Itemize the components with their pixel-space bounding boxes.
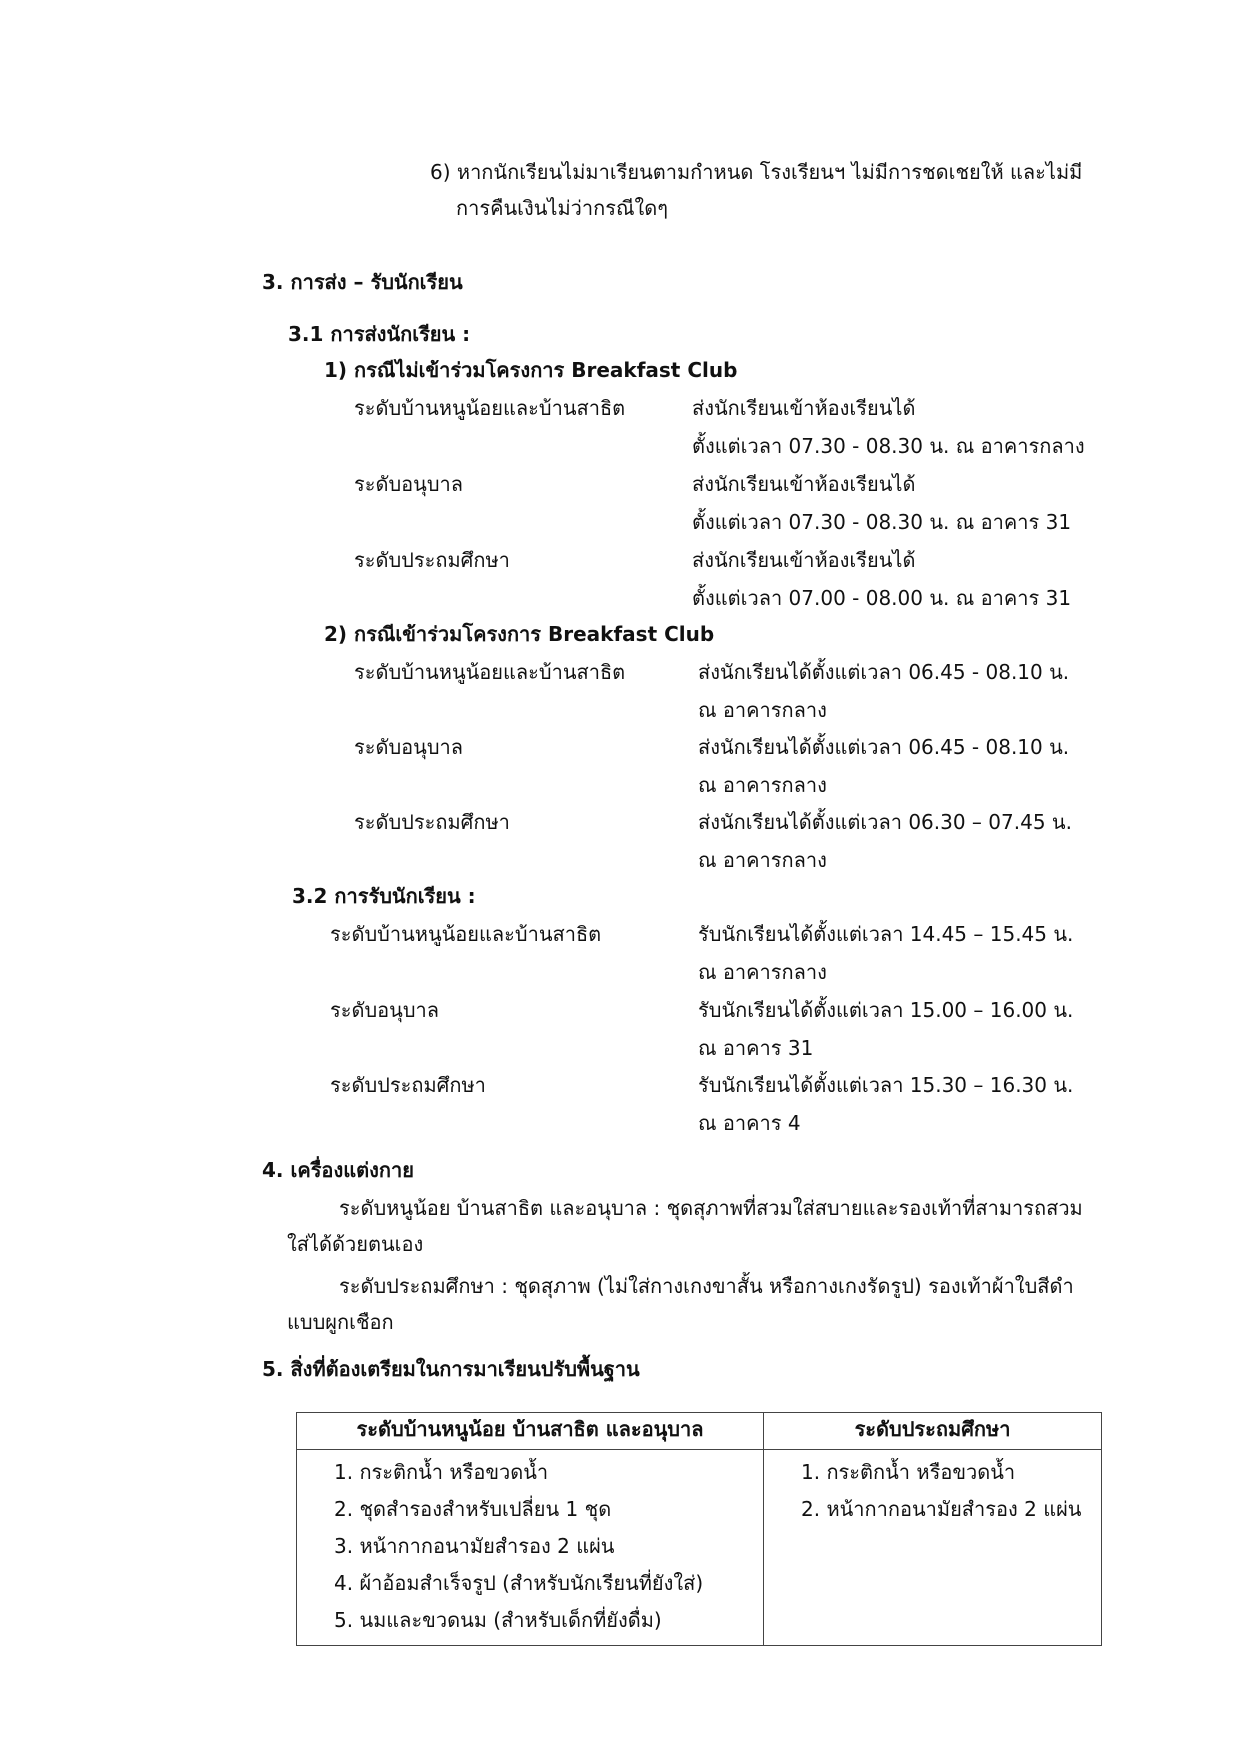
supplies-header-primary: ระดับประถมศึกษา (764, 1413, 1102, 1450)
pickup-row1-level: ระดับบ้านหนูน้อยและบ้านสาธิต (330, 922, 602, 946)
case2-row2-level: ระดับอนุบาล (354, 735, 464, 759)
section4-heading: 4. เครื่องแต่งกาย (262, 1158, 414, 1182)
supplies-preschool-item: 3. หน้ากากอนามัยสำรอง 2 แผ่น (334, 1534, 615, 1558)
case2-row1-line1: ส่งนักเรียนได้ตั้งแต่เวลา 06.45 - 08.10 น. (698, 660, 1070, 684)
supplies-table (296, 1412, 1102, 1646)
pickup-row3-line1: รับนักเรียนได้ตั้งแต่เวลา 15.30 – 16.30 น. (698, 1073, 1074, 1097)
case2-row1-level: ระดับบ้านหนูน้อยและบ้านสาธิต (354, 660, 626, 684)
case2-row3-line1: ส่งนักเรียนได้ตั้งแต่เวลา 06.30 – 07.45 น. (698, 810, 1072, 834)
case1-heading: 1) กรณีไม่เข้าร่วมโครงการ Breakfast Club (324, 358, 738, 382)
supplies-preschool-item: 4. ผ้าอ้อมสำเร็จรูป (สำหรับนักเรียนที่ยังใส่) (334, 1571, 704, 1595)
case2-row1-line2: ณ อาคารกลาง (698, 698, 827, 722)
case1-row1-line1: ส่งนักเรียนเข้าห้องเรียนได้ (692, 396, 916, 420)
pickup-row3-level: ระดับประถมศึกษา (330, 1073, 486, 1097)
pickup-row3-line2: ณ อาคาร 4 (698, 1111, 801, 1135)
section32-heading: 3.2 การรับนักเรียน : (292, 884, 476, 908)
case1-row2-line2: ตั้งแต่เวลา 07.30 - 08.30 น. ณ อาคาร 31 (692, 510, 1072, 534)
case1-row1-line2: ตั้งแต่เวลา 07.30 - 08.30 น. ณ อาคารกลาง (692, 434, 1085, 458)
supplies-preschool-item: 5. นมและขวดนม (สำหรับเด็กที่ยังดื่ม) (334, 1608, 662, 1632)
case2-heading: 2) กรณีเข้าร่วมโครงการ Breakfast Club (324, 622, 715, 646)
case1-row2-line1: ส่งนักเรียนเข้าห้องเรียนได้ (692, 472, 916, 496)
supplies-header-preschool: ระดับบ้านหนูน้อย บ้านสาธิต และอนุบาล (297, 1413, 764, 1450)
section3-heading: 3. การส่ง – รับนักเรียน (262, 270, 463, 294)
case2-row2-line2: ณ อาคารกลาง (698, 773, 827, 797)
case1-row1-level: ระดับบ้านหนูน้อยและบ้านสาธิต (354, 396, 626, 420)
section4-paragraph1 (287, 1190, 1087, 1262)
supplies-table-body-row (297, 1450, 1102, 1646)
item6-line2: การคืนเงินไม่ว่ากรณีใดๆ (456, 196, 669, 220)
supplies-preschool-item: 2. ชุดสำรองสำหรับเปลี่ยน 1 ชุด (334, 1497, 612, 1521)
supplies-primary-item: 2. หน้ากากอนามัยสำรอง 2 แผ่น (801, 1497, 1082, 1521)
case1-row3-line2: ตั้งแต่เวลา 07.00 - 08.00 น. ณ อาคาร 31 (692, 586, 1072, 610)
case1-row3-level: ระดับประถมศึกษา (354, 548, 510, 572)
supplies-preschool-cell (297, 1450, 764, 1646)
item6-line1: 6) หากนักเรียนไม่มาเรียนตามกำหนด โรงเรียนฯ ไม่มีการชดเชยให้ และไม่มี (430, 160, 1083, 184)
case2-row3-line2: ณ อาคารกลาง (698, 848, 827, 872)
case1-row2-level: ระดับอนุบาล (354, 472, 464, 496)
supplies-table-header-row (297, 1413, 1102, 1450)
pickup-row1-line2: ณ อาคารกลาง (698, 960, 827, 984)
section31-heading: 3.1 การส่งนักเรียน : (288, 322, 471, 346)
case2-row2-line1: ส่งนักเรียนได้ตั้งแต่เวลา 06.45 - 08.10 น. (698, 735, 1070, 759)
supplies-preschool-item: 1. กระติกน้ำ หรือขวดน้ำ (334, 1460, 549, 1484)
section4-paragraph2 (287, 1268, 1087, 1340)
section4-paragraph2-text: ระดับประถมศึกษา : ชุดสุภาพ (ไม่ใส่กางเกงขาสั้น หรือกางเกงรัดรูป) รองเท้าผ้าใบสีดำแบบผูกเชือก (287, 1274, 1074, 1334)
pickup-row1-line1: รับนักเรียนได้ตั้งแต่เวลา 14.45 – 15.45 น. (698, 922, 1074, 946)
section5-heading: 5. สิ่งที่ต้องเตรียมในการมาเรียนปรับพื้นฐาน (262, 1357, 640, 1381)
case1-row3-line1: ส่งนักเรียนเข้าห้องเรียนได้ (692, 548, 916, 572)
case2-row3-level: ระดับประถมศึกษา (354, 810, 510, 834)
supplies-primary-item: 1. กระติกน้ำ หรือขวดน้ำ (801, 1460, 1016, 1484)
pickup-row2-level: ระดับอนุบาล (330, 998, 440, 1022)
supplies-primary-cell (764, 1450, 1102, 1646)
pickup-row2-line2: ณ อาคาร 31 (698, 1036, 814, 1060)
section4-paragraph1-text: ระดับหนูน้อย บ้านสาธิต และอนุบาล : ชุดสุภาพที่สวมใส่สบายและรองเท้าที่สามารถสวมใส่ได้ด้วยตนเอง (287, 1196, 1083, 1256)
pickup-row2-line1: รับนักเรียนได้ตั้งแต่เวลา 15.00 – 16.00 น. (698, 998, 1074, 1022)
